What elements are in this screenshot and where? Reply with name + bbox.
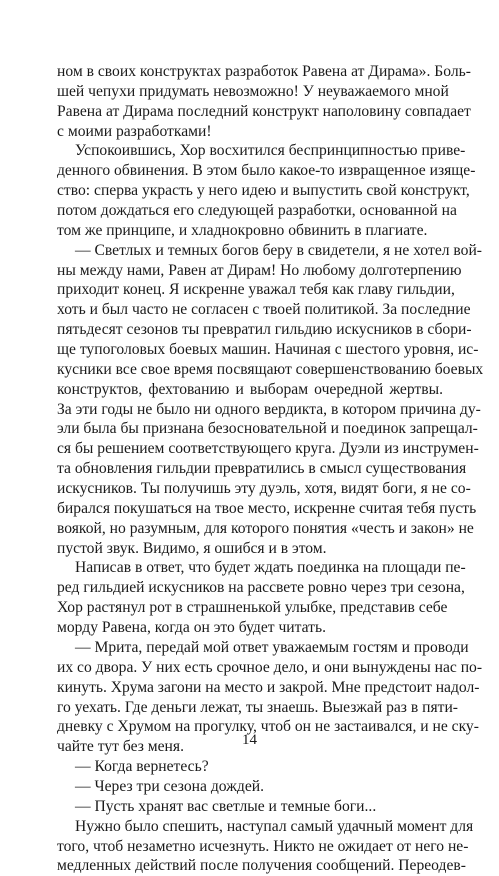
text-line: денного обвинения. В этом было какое-то извращенное изяще-	[57, 162, 476, 180]
text-line: ред гильдией искусников на рассвете ровно через три сезона,	[57, 579, 465, 597]
text-line: та обновления гильдии превратились в смысл существования	[57, 460, 467, 478]
text-line: Равена ат Дирама последний конструкт наполовину совпадает	[57, 102, 471, 120]
text-line: шей чепухи придумать невозможно! У неуважаемого мной	[57, 82, 449, 100]
text-line: их со двора. У них есть срочное дело, и они вынуждены нас по-	[57, 658, 483, 676]
text-line: с моими разработками!	[57, 122, 212, 140]
text-line: Написав в ответ, что будет ждать поединка на площади пе-	[75, 559, 466, 577]
text-line: ство: сперва украсть у него идею и выпустить свой конструкт,	[57, 182, 470, 200]
text-line: го уехать. Где деньги лежат, ты знаешь. Выезжай раз в пяти-	[57, 698, 458, 716]
text-line: бирался покушаться на твое место, искренне считая тебя пусть	[57, 499, 477, 517]
text-line: — Пусть хранят вас светлые и темные боги...	[75, 797, 377, 815]
text-line: морду Равена, когда он это будет читать.	[57, 619, 326, 637]
page-number: 14	[242, 732, 257, 748]
text-line: Успокоившись, Хор восхитился беспринципностью приве-	[75, 142, 466, 160]
text-line: потом дождаться его следующей разработки, основанной на	[57, 202, 457, 220]
text-line: — Мрита, передай мой ответ уважаемым гостям и проводи	[75, 638, 469, 656]
text-line: чайте тут без меня.	[57, 738, 184, 756]
text-line: приходит конец. Я искренне уважал тебя как главу гильдии,	[57, 281, 455, 299]
text-line: ны между нами, Равен ат Дирам! Но любому долготерпению	[57, 261, 462, 279]
text-line: того, чтоб незаметно исчезнуть. Никто не ожидает от него не-	[57, 837, 469, 855]
text-line: Хор растянул рот в страшненькой улыбке, представив себе	[57, 599, 448, 617]
text-line: искусников. Ты получишь эту дуэль, хотя, видят боги, я не со-	[57, 480, 471, 498]
text-line: — Когда вернетесь?	[75, 758, 209, 776]
text-line: эли была бы признана безосновательной и поединок запрещал-	[57, 420, 478, 438]
text-line: воякой, но разумным, для которого понятия «честь и закон» не	[57, 519, 474, 537]
text-line: кусники все свое время посвящают совершенствованию боевых	[57, 360, 484, 378]
body-text	[57, 62, 484, 876]
text-line: дневку с Хрумом на прогулку, чтоб он не застаивался, и не ску-	[57, 718, 479, 736]
text-line: ном в своих конструктах разработок Равена ат Дирама». Боль-	[57, 63, 471, 80]
text-line: конструктов, фехтованию и выборам очередной жертвы.	[57, 380, 443, 398]
text-line: ще тупоголовых боевых машин. Начиная с шестого уровня, ис-	[57, 341, 479, 359]
text-line: — Через три сезона дождей.	[75, 777, 265, 795]
text-line: пустой звук. Видимо, я ошибся и в этом.	[57, 539, 327, 557]
text-line: За эти годы не было ни одного вердикта, в котором причина ду-	[57, 400, 481, 418]
text-line: Нужно было спешить, наступал самый удачный момент для	[75, 817, 474, 835]
text-line: пятьдесят сезонов ты превратил гильдию искусников в сбори-	[57, 321, 472, 339]
text-line: хоть и был часто не согласен с твоей политикой. За последние	[57, 301, 471, 319]
text-line: — Светлых и темных богов беру в свидетели, я не хотел вой-	[75, 241, 483, 259]
text-line: кинуть. Хрума загони на место и закрой. Мне предстоит надол-	[57, 678, 480, 696]
text-line: том же принципе, и хладнокровно обвинить в плагиате.	[57, 221, 428, 239]
text-line: ся бы решением соответствующего круга. Дуэли из инструмен-	[57, 440, 479, 458]
text-line: медленных действий после получения сообщений. Переодев-	[57, 857, 466, 875]
